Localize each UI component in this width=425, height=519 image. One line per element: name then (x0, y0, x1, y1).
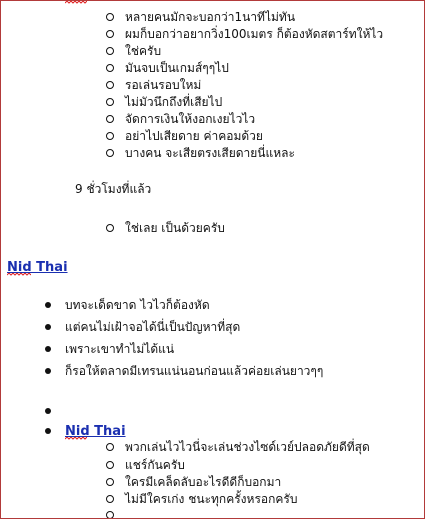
spellcheck-underline (65, 1, 87, 4)
list-item: แต่คนไม่เฝ้าจอได้นี่เป็นปัญหาที่สุด (45, 319, 220, 335)
list-item: บทจะเด็ดขาด ไวไวก็ต้องหัด (45, 297, 190, 313)
list-item: มันจบเป็นเกมส์ๆๆไป (106, 60, 210, 76)
list-item: รอเล่นรอบใหม่ (106, 77, 182, 93)
author-link[interactable]: Nid Thai (65, 424, 126, 439)
list-item: ก็รอให้ตลาดมีเทรนแน่นอนก่อนแล้วค่อยเล่นยาวๆๆ (45, 363, 303, 379)
list-item: แชร์กันครับ (106, 457, 166, 473)
spellcheck-underline (65, 437, 87, 440)
list-item: บางคน จะเสียตรงเสียดายนี่แหละ (106, 145, 276, 161)
list-item: จัดการเงินให้งอกเงยไวไว (106, 111, 236, 127)
list-item: ใครมีเคล็ดลับอะไรดีดีก็บอกมา (106, 474, 262, 490)
author-link[interactable]: Nid Thai (7, 260, 68, 275)
timestamp: 9 ชั่วโมงที่แล้ว (75, 182, 152, 196)
list-item: เพราะเขาทำไม่ได้แน่ (45, 341, 154, 357)
list-item: ใช่ครับ (106, 43, 142, 59)
list-item: หลายคนมักจะบอกว่า1นาทีไม่ทัน (106, 9, 276, 25)
spellcheck-underline (7, 273, 31, 276)
list-item: พวกเล่นไวไวนี่จะเล่นช่วงไซด์เวย์ปลอดภัยดีที่สุด (106, 439, 351, 455)
list-item: ใช่เลย เป็นด้วยครับ (106, 220, 206, 236)
list-item: ผมก็บอกว่าอยากวิ่ง100เมตร ก็ต้องหัดสตาร์ทให้ไว (106, 26, 364, 42)
list-item: ไม่มีใครเก่ง ชนะทุกครั้งหรอกครับ (106, 491, 278, 507)
list-item: อย่าไปเสียดาย ค่าคอมด้วย (106, 128, 244, 144)
list-item: ไม่มัวนึกถึงที่เสียไป (106, 94, 203, 110)
